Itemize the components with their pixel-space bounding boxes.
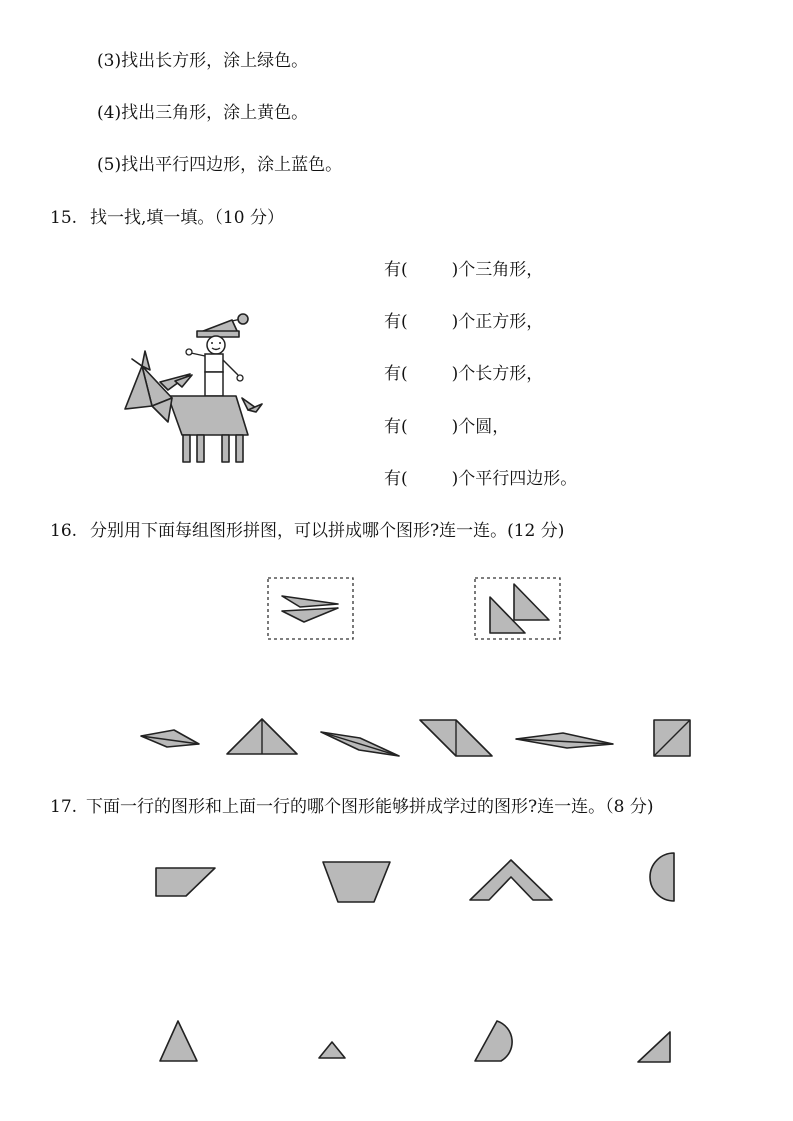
bottom-small-triangle[interactable] bbox=[316, 1038, 348, 1062]
blank-prefix: 有( bbox=[384, 260, 408, 280]
piece-group-two-right-triangles[interactable] bbox=[473, 576, 563, 642]
question-16-number: 16. bbox=[50, 521, 78, 541]
hat-pompom-circle bbox=[238, 314, 248, 324]
blank-prefix: 有( bbox=[384, 364, 408, 384]
face-circle bbox=[207, 336, 225, 354]
piece-group-two-thin-triangles[interactable] bbox=[266, 576, 356, 642]
blank-suffix: )个正方形， bbox=[451, 312, 544, 332]
question-16-title: 分别用下面每组图形拼图，可以拼成哪个图形?连一连。(12 分) bbox=[90, 521, 565, 541]
instruction-5: (5)找出平行四边形，涂上蓝色。 bbox=[97, 155, 343, 175]
option-flat-kite[interactable] bbox=[513, 728, 617, 752]
fill-blank-circles[interactable] bbox=[384, 416, 509, 438]
bottom-large-triangle[interactable] bbox=[157, 1017, 201, 1065]
fill-blank-squares[interactable] bbox=[384, 311, 543, 333]
question-15-number: 15. bbox=[50, 208, 78, 228]
blank-prefix: 有( bbox=[384, 417, 408, 437]
animal-leg-rectangle bbox=[236, 435, 243, 462]
legs-rectangle bbox=[205, 372, 223, 396]
option-large-triangle[interactable] bbox=[223, 716, 303, 758]
top-right-trapezoid[interactable] bbox=[152, 864, 220, 900]
animal-body-parallelogram bbox=[168, 396, 248, 435]
question-17-number: 17. bbox=[50, 797, 78, 817]
animal-leg-rectangle bbox=[183, 435, 190, 462]
bottom-right-triangle[interactable] bbox=[634, 1028, 674, 1066]
option-long-parallelogram[interactable] bbox=[318, 726, 404, 760]
animal-leg-rectangle bbox=[197, 435, 204, 462]
top-chevron[interactable] bbox=[467, 856, 555, 904]
question-15-title: 找一找,填一填。（10 分） bbox=[90, 208, 284, 228]
fill-blank-parallelograms[interactable] bbox=[384, 468, 577, 490]
blank-prefix: 有( bbox=[384, 469, 408, 489]
blank-suffix: )个长方形， bbox=[451, 364, 544, 384]
blank-suffix: )个平行四边形。 bbox=[451, 469, 578, 489]
shape-figure-clown-animal bbox=[115, 305, 285, 470]
animal-leg-rectangle bbox=[222, 435, 229, 462]
bottom-circle-sector[interactable] bbox=[467, 1017, 517, 1065]
question-17-title: 下面一行的图形和上面一行的哪个图形能够拼成学过的图形?连一连。（8 分) bbox=[86, 797, 654, 817]
option-thin-kite[interactable] bbox=[138, 726, 204, 752]
instruction-4: (4)找出三角形，涂上黄色。 bbox=[97, 103, 309, 123]
blank-suffix: )个三角形， bbox=[451, 260, 544, 280]
fill-blank-rectangles[interactable] bbox=[384, 363, 543, 385]
option-parallelogram[interactable] bbox=[416, 716, 496, 760]
fill-blank-triangles[interactable] bbox=[384, 259, 543, 281]
body-square bbox=[205, 354, 223, 372]
top-half-circle[interactable] bbox=[646, 850, 678, 904]
instruction-3: (3)找出长方形，涂上绿色。 bbox=[97, 51, 309, 71]
blank-prefix: 有( bbox=[384, 312, 408, 332]
top-inverted-trapezoid[interactable] bbox=[320, 858, 394, 906]
option-square[interactable] bbox=[650, 716, 696, 760]
blank-suffix: )个圆， bbox=[451, 417, 510, 437]
